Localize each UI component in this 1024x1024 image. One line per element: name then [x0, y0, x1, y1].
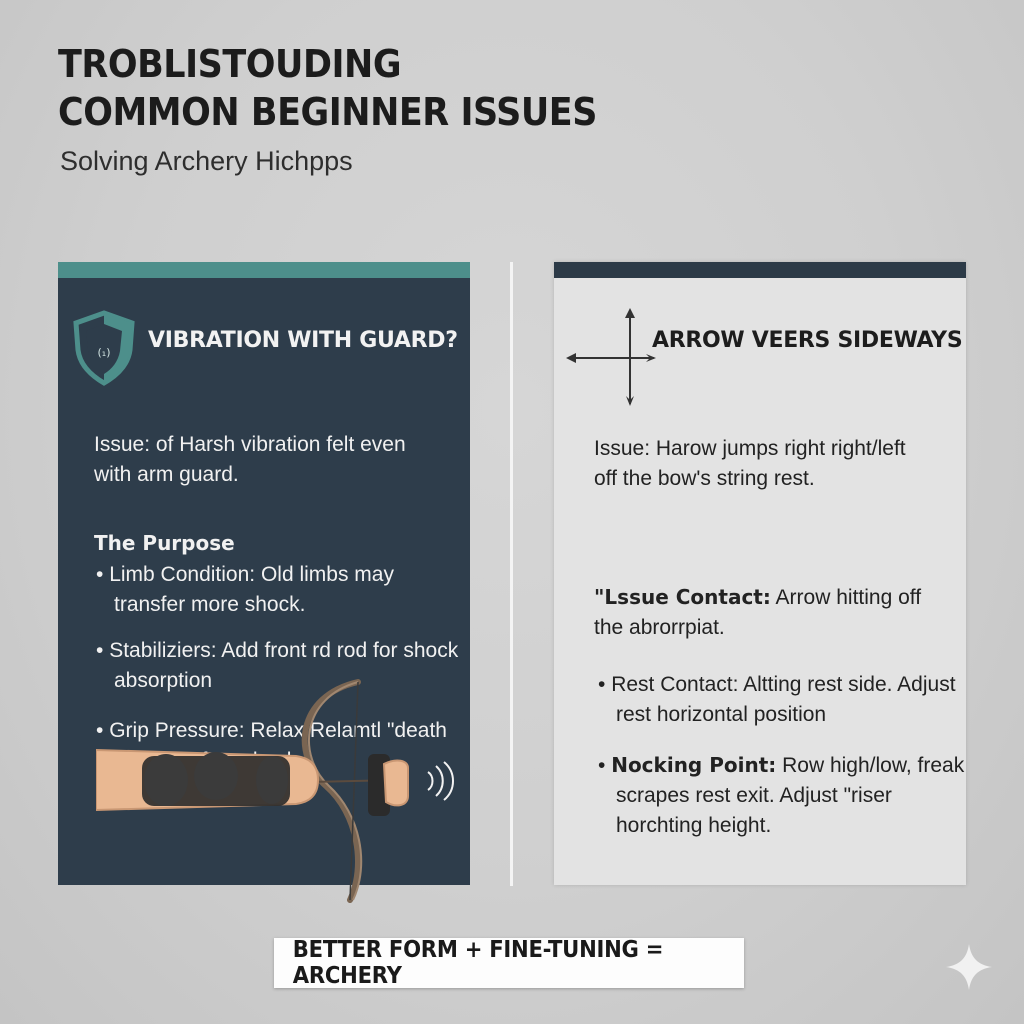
page-title [58, 40, 597, 136]
shield-icon [72, 310, 136, 386]
bullet-marker: • [96, 719, 104, 742]
bullet-item [598, 750, 966, 841]
bullet-marker: • [96, 563, 104, 586]
bullet-text: Stabiliziers: Add front rd rod for shock absorption [109, 639, 459, 692]
sparkle-icon [944, 942, 994, 992]
bullet-text: Row high/low, freak scrapes rest exit. Adjust "riser horchting height. [616, 754, 965, 837]
bullet-label: Nocking Point: [611, 753, 777, 777]
issue-text: Issue: of Harsh vibration felt even with arm guard. [94, 433, 406, 486]
bullet-marker: • [598, 754, 606, 777]
title-line-1: TROBLISTOUDING [58, 42, 402, 86]
card-accent-bar [58, 262, 470, 278]
shield-glyph: (₁) [97, 346, 111, 359]
bullet-item [598, 670, 966, 730]
title-line-2: COMMON BEGINNER ISSUES [58, 90, 597, 134]
contact-text [594, 582, 934, 643]
bullet-item [96, 560, 464, 620]
footer-text: BETTER FORM + FINE-TUNING = ARCHERY [292, 937, 664, 989]
bullet-text: Grip Pressure: Relax Relamtl "death [109, 719, 447, 742]
page-subtitle: Solving Archery Hichpps [60, 146, 353, 176]
crossed-arrows-icon [564, 306, 660, 410]
arm-with-bow-illustration [96, 676, 456, 904]
bullet-text: Limb Condition: Old limbs may transfer more shock. [109, 563, 394, 616]
column-divider [510, 262, 513, 886]
bullet-marker: • [96, 639, 104, 662]
contact-detail: Arrow hitting off the abrorrpiat. [594, 586, 922, 639]
bullet-marker: • [598, 673, 606, 696]
card-heading: ARROW VEERS SIDEWAYS [652, 328, 963, 353]
purpose-heading: The Purpose [94, 531, 235, 555]
bullet-text: Rest Contact: Altting rest side. Adjust rest horizontal position [611, 673, 956, 726]
contact-label: "Lssue Contact: [594, 585, 771, 609]
footer-banner [274, 938, 744, 988]
issue-text: Issue: Harow jumps right right/left off the bow's string rest. [594, 437, 906, 490]
card-heading: VIBRATION WITH GUARD? [148, 328, 458, 353]
card-accent-bar [554, 262, 966, 278]
